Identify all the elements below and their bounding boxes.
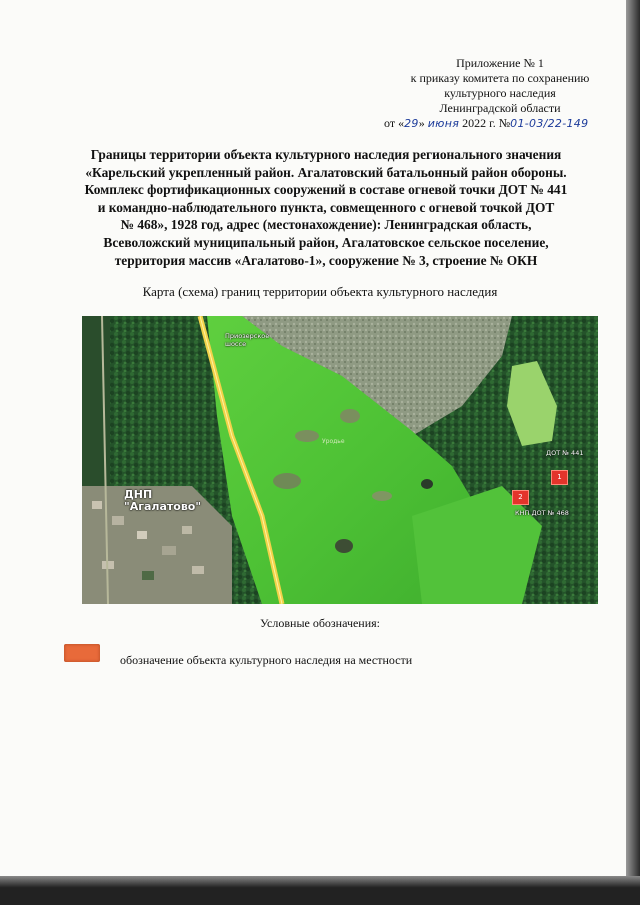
legend-item-text: обозначение объекта культурного наследия на местности [120, 653, 413, 667]
field-label: Уродье [322, 438, 345, 445]
appendix-committee: культурного наследия [444, 86, 556, 100]
legend-title: Условные обозначения: [259, 616, 381, 630]
title-line: и командно-наблюдательного пункта, совмещенного с огневой точкой ДОТ [97, 199, 555, 215]
dot441-label: ДОТ № 441 [546, 449, 584, 457]
legend-swatch [64, 644, 100, 662]
title-line: Комплекс фортификационных сооружений в составе огневой точки ДОТ № 441 [84, 182, 568, 198]
title-line: Границы территории объекта культурного наследия регионального значения [90, 147, 562, 162]
title-line: территория массив «Агалатово-1», сооружение № 3, строение № ОКН [114, 252, 538, 268]
satellite-map [82, 316, 598, 604]
appendix-number: Приложение № 1 [456, 56, 544, 70]
title-line: Всеволожский муниципальный район, Агалатовское сельское поселение, [103, 234, 549, 250]
map-caption: Карта (схема) границ территории объекта культурного наследия [142, 284, 498, 299]
appendix-region: Ленинградской области [439, 101, 561, 115]
road-label: Приозерское шоссе [225, 332, 270, 348]
scan-edge-bottom [0, 876, 640, 905]
kpp-dot468-label: КНП ДОТ № 468 [515, 509, 569, 517]
object-marker-1: 1 [551, 470, 568, 485]
settlement-label: ДНП "Агалатово" [124, 488, 202, 513]
appendix-header [380, 56, 620, 131]
appendix-order-ref: к приказу комитета по сохранению [410, 71, 590, 85]
handwritten-day: 29 [404, 117, 419, 130]
object-marker-2: 2 [512, 490, 529, 505]
document-title [56, 146, 596, 269]
handwritten-month: июня [427, 117, 460, 130]
map-imagery [82, 316, 598, 604]
title-line: № 468», 1928 год, адрес (местонахождение): Ленинградская область, [120, 217, 532, 233]
scan-edge-right [626, 0, 640, 905]
appendix-date-line: от «29» июня 2022 г. №01-03/22-149 [384, 116, 589, 130]
title-line: «Карельский укрепленный район. Агалатовский батальонный район обороны. [85, 164, 567, 180]
handwritten-order-number: 01-03/22-149 [510, 117, 589, 130]
